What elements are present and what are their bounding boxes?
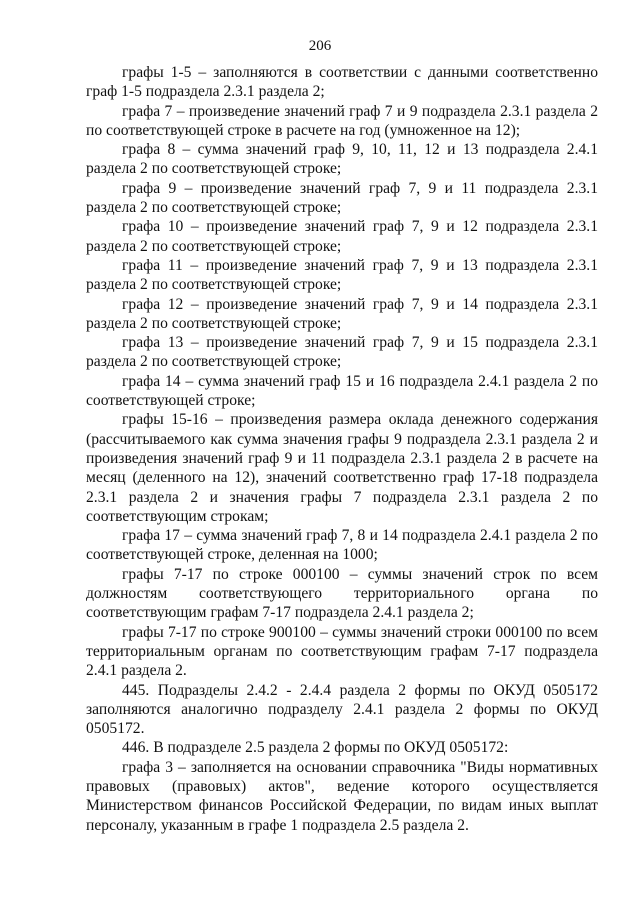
paragraph-grafa-10: графа 10 – произведение значений граф 7, 9 и 12 подраздела 2.3.1 раздела 2 по соответствующей строке; [86,218,598,255]
paragraph-row-000100: графы 7-17 по строке 000100 – суммы значений строк по всем должностям соответствующего территориального органа по соответствующим графам 7-17 подраздела 2.4.1 раздела 2; [86,565,598,622]
paragraph-grafa-12: графа 12 – произведение значений граф 7, 9 и 14 подраздела 2.3.1 раздела 2 по соответствующей строке; [86,295,598,332]
paragraph-item-445: 445. Подразделы 2.4.2 - 2.4.4 раздела 2 формы по ОКУД 0505172 заполняются аналогично подразделу 2.4.1 раздела 2 формы по ОКУД 0505172. [86,681,598,738]
paragraph-grafa-3: графа 3 – заполняется на основании справочника "Виды нормативных правовых (правовых) актов", ведение которого осуществляется Министерством финансов Российской Федерации, по видам иных выплат персоналу, указанным в графе 1 подраздела 2.5 раздела 2. [86,758,598,834]
paragraph-row-900100: графы 7-17 по строке 900100 – суммы значений строки 000100 по всем территориальным органам по соответствующим графам 7-17 подраздела 2.4.1 раздела 2. [86,623,598,680]
paragraph-item-446: 446. В подразделе 2.5 раздела 2 формы по ОКУД 0505172: [122,739,509,757]
paragraph-grafa-8: графа 8 – сумма значений граф 9, 10, 11, 12 и 13 подраздела 2.4.1 раздела 2 по соответствующей строке; [86,141,598,178]
paragraph-grafy-1-5: графы 1-5 – заполняются в соответствии с данными соответственно граф 1-5 подраздела 2.3.1 раздела 2; [86,64,598,101]
paragraph-grafa-14: графа 14 – сумма значений граф 15 и 16 подраздела 2.4.1 раздела 2 по соответствующей строке; [86,372,598,410]
paragraph-grafa-13: графа 13 – произведение значений граф 7, 9 и 15 подраздела 2.3.1 раздела 2 по соответствующей строке; [86,334,598,371]
paragraph-grafa-7: графа 7 – произведение значений граф 7 и 9 подраздела 2.3.1 раздела 2 по соответствующей строке в расчете на год (умноженное на 12); [86,102,598,139]
paragraph-grafa-11: графа 11 – произведение значений граф 7, 9 и 13 подраздела 2.3.1 раздела 2 по соответствующей строке; [86,256,598,294]
paragraph-grafa-17: графа 17 – сумма значений граф 7, 8 и 14 подраздела 2.4.1 раздела 2 по соответствующей строке, деленная на 1000; [86,527,598,564]
page-number: 206 [308,38,332,54]
paragraph-grafa-9: графа 9 – произведение значений граф 7, 9 и 11 подраздела 2.3.1 раздела 2 по соответствующей строке; [86,179,598,217]
paragraph-grafy-15-16: графы 15-16 – произведения размера оклада денежного содержания (рассчитываемого как сумма значения графы 9 подраздела 2.3.1 раздела 2 и произведения значений граф 9 и 11 подраздела 2.3.1 раздела 2 в расчете на месяц (деленного на 12), значений соответственно граф 17-18 подраздела 2.3.1 раздела 2 и значения графы 7 подраздела 2.3.1 раздела 2 по соответствующим строкам; [86,411,598,525]
document-body [86,63,598,835]
